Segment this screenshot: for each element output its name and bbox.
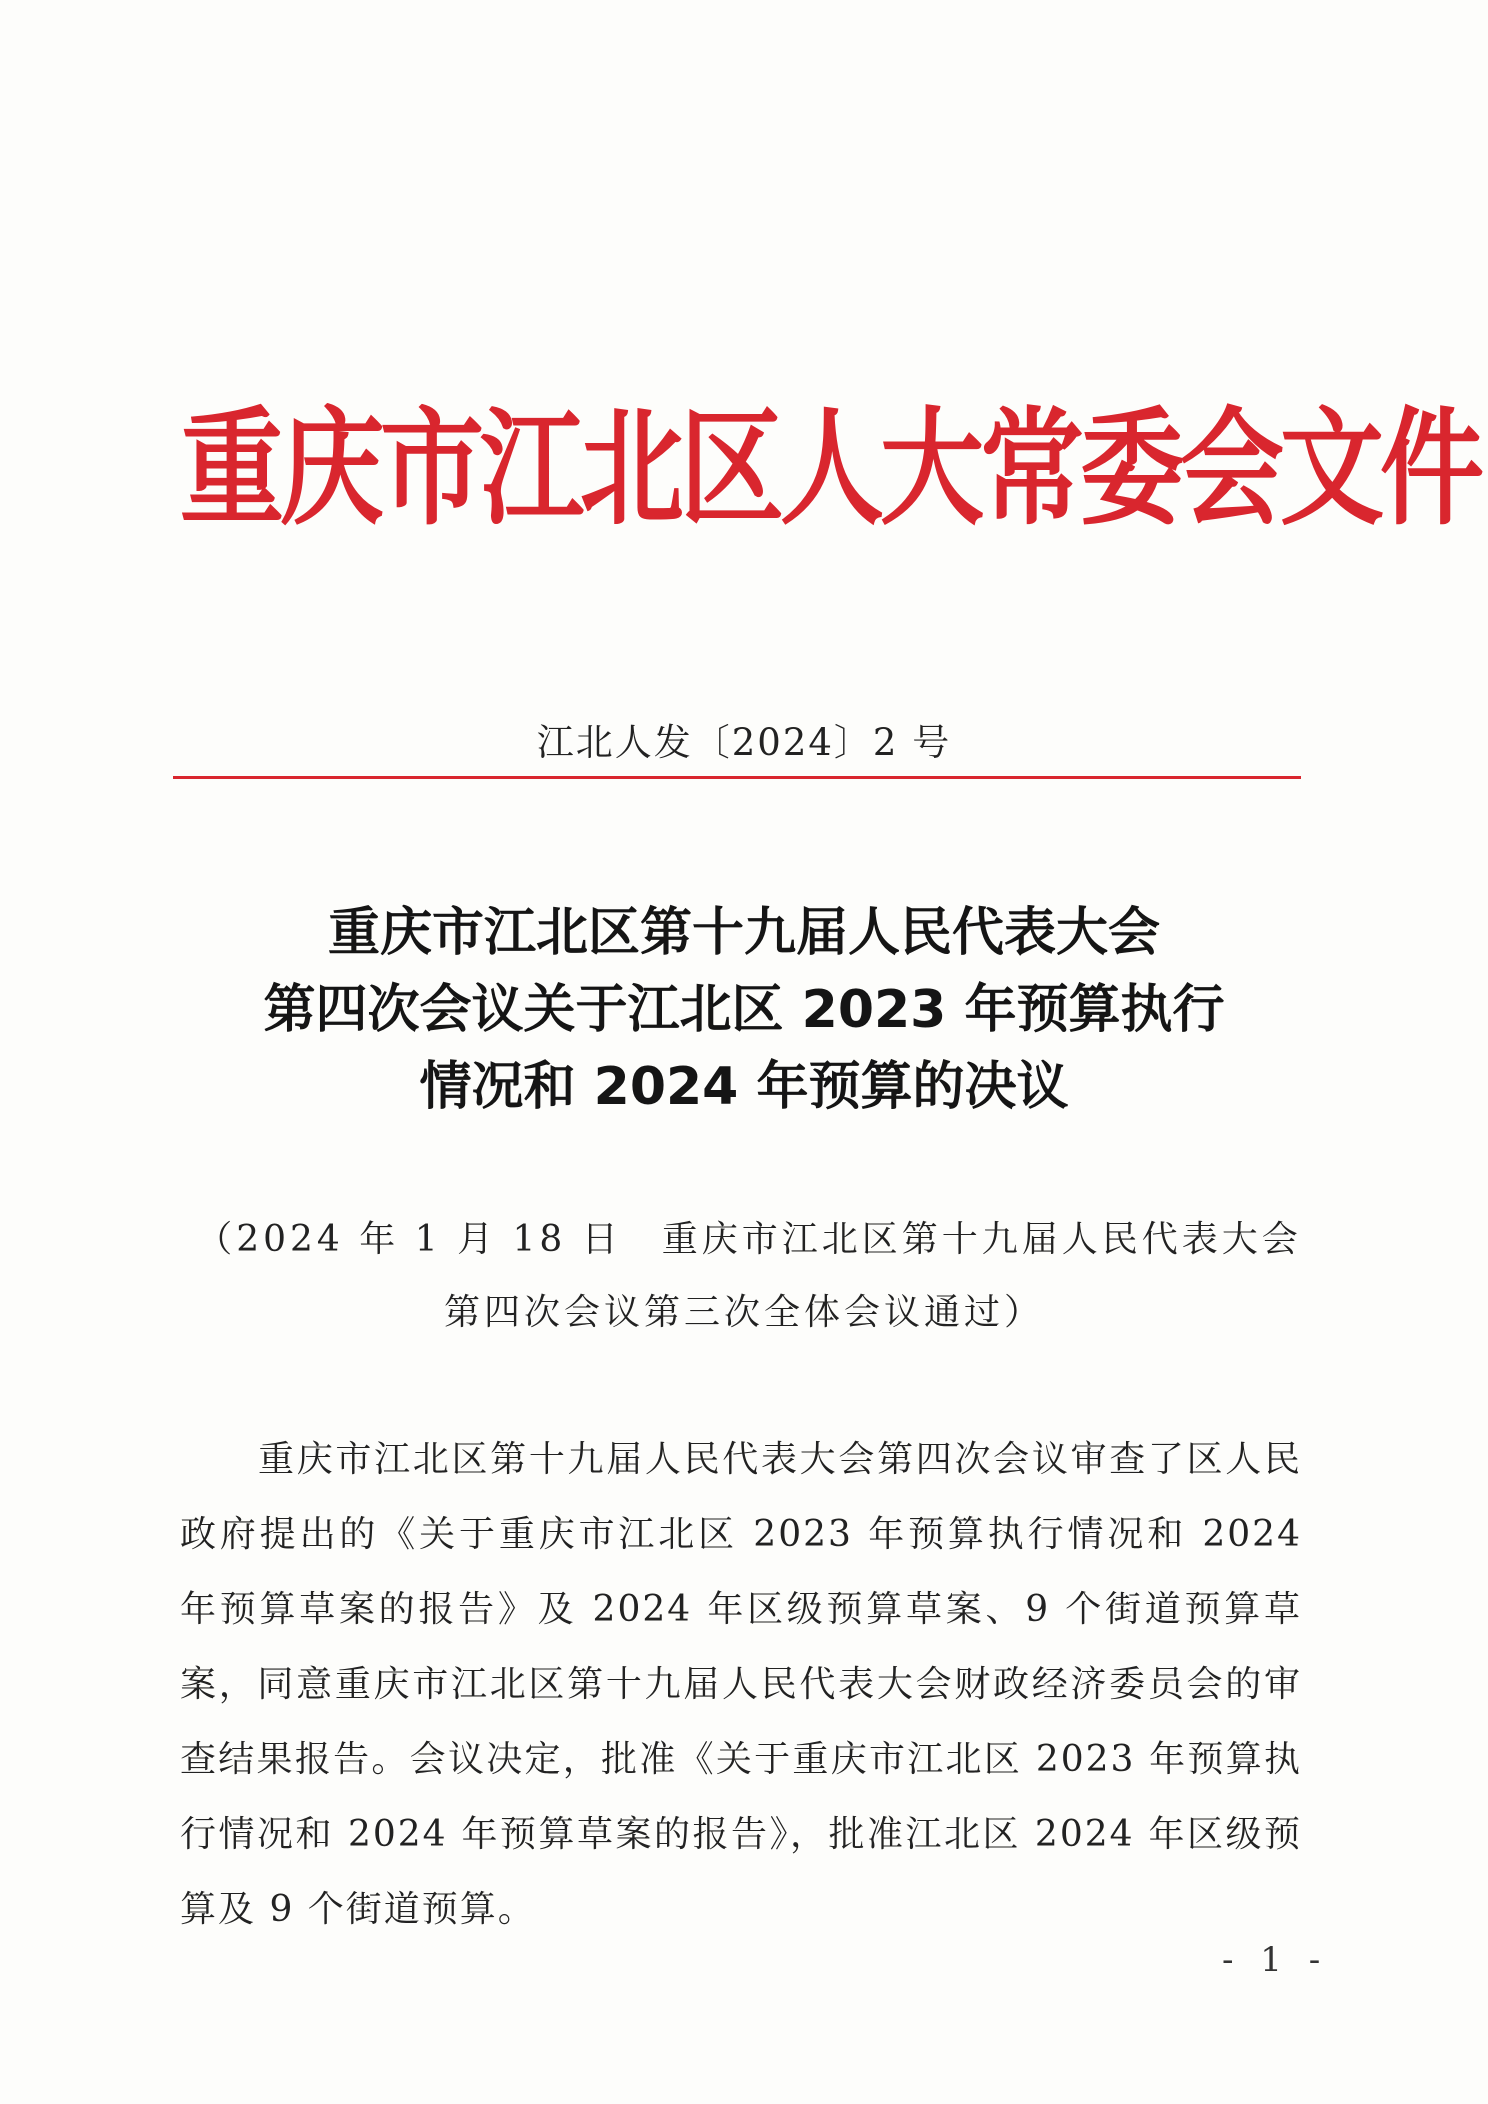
title-line-1: 重庆市江北区第十九届人民代表大会	[327, 903, 1160, 963]
title-line-3: 情况和 2024 年预算的决议	[419, 1057, 1069, 1117]
resolution-title	[0, 895, 1488, 1126]
title-line-2: 第四次会议关于江北区 2023 年预算执行	[263, 980, 1225, 1040]
page-number: - 1 -	[1222, 1940, 1329, 1980]
adoption-note	[0, 1203, 1488, 1349]
body-paragraph: 重庆市江北区第十九届人民代表大会第四次会议审查了区人民政府提出的《关于重庆市江北区 2023 年预算执行情况和 2024 年预算草案的报告》及 2024 年区级预算草案、9 个街道预算草案，同意重庆市江北区第十九届人民代表大会财政经济委员会的审查结果报告。会议决定，批准《关于重庆市江北区 2023 年预算执行情况和 2024 年预算草案的报告》，批准江北区 2024 年区级预算及 9 个街道预算。	[180, 1439, 1302, 1930]
masthead-title: 重庆市江北区人大常委会文件	[180, 394, 1481, 543]
document-number: 江北人发〔2024〕2 号	[536, 721, 952, 764]
adoption-note-line-1: （2024 年 1 月 18 日 重庆市江北区第十九届人民代表大会	[196, 1219, 1302, 1260]
red-divider-line	[173, 776, 1301, 779]
adoption-note-line-2: 第四次会议第三次全体会议通过）	[443, 1292, 1044, 1333]
